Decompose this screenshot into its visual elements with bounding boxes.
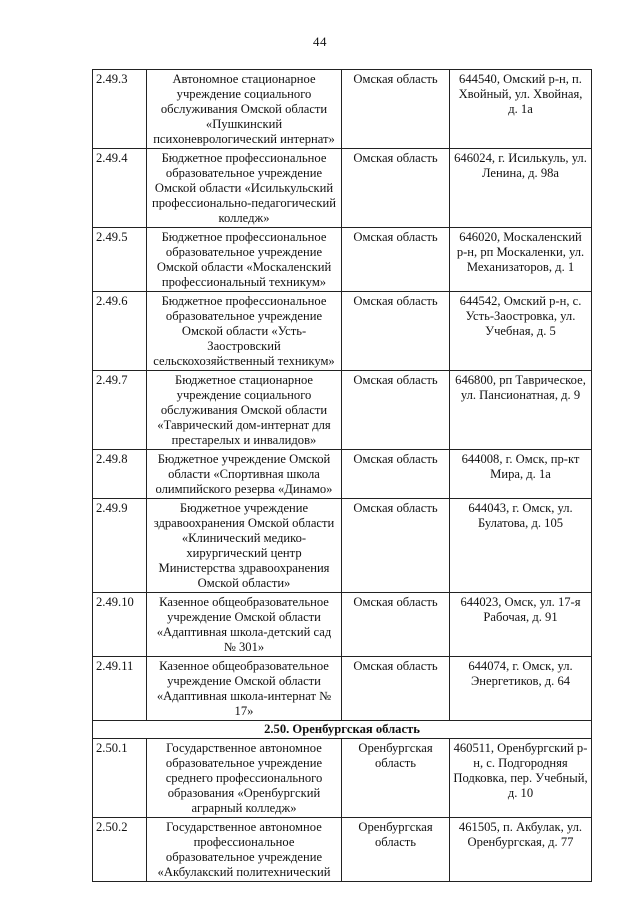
institution-name: Государственное автономное профессиональное образовательное учреждение «Акбулакский политехнический (147, 818, 342, 882)
institution-name: Казенное общеобразовательное учреждение Омской области «Адаптивная школа-интернат № 17» (147, 657, 342, 721)
table-row (93, 149, 592, 228)
address: 644540, Омский р-н, п. Хвойный, ул. Хвойная, д. 1а (450, 70, 592, 149)
region: Оренбургская область (342, 818, 450, 882)
region: Омская область (342, 657, 450, 721)
row-number: 2.49.8 (93, 450, 147, 499)
row-number: 2.49.6 (93, 292, 147, 371)
table-row (93, 818, 592, 882)
address: 644542, Омский р-н, с. Усть-Заостровка, ул. Учебная, д. 5 (450, 292, 592, 371)
row-number: 2.49.3 (93, 70, 147, 149)
address: 646800, рп Таврическое, ул. Пансионатная, д. 9 (450, 371, 592, 450)
section-title: 2.50. Оренбургская область (93, 721, 592, 739)
table-row (93, 371, 592, 450)
table-row (93, 593, 592, 657)
region: Омская область (342, 70, 450, 149)
region: Омская область (342, 292, 450, 371)
table-row (93, 739, 592, 818)
table-row (93, 657, 592, 721)
row-number: 2.49.10 (93, 593, 147, 657)
section-header-row (93, 721, 592, 739)
region: Омская область (342, 228, 450, 292)
page-number: 44 (313, 34, 327, 49)
address: 644043, г. Омск, ул. Булатова, д. 105 (450, 499, 592, 593)
address: 644008, г. Омск, пр-кт Мира, д. 1а (450, 450, 592, 499)
row-number: 2.49.9 (93, 499, 147, 593)
institution-name: Бюджетное учреждение здравоохранения Омской области «Клинический медико-хирургический центр Министерства здравоохранения Омской области» (147, 499, 342, 593)
table-row (93, 499, 592, 593)
row-number: 2.49.5 (93, 228, 147, 292)
institution-name: Бюджетное профессиональное образовательное учреждение Омской области «Москаленский профессиональный техникум» (147, 228, 342, 292)
region: Омская область (342, 149, 450, 228)
row-number: 2.50.1 (93, 739, 147, 818)
institution-name: Бюджетное профессиональное образовательное учреждение Омской области «Исилькульский профессионально-педагогический колледж» (147, 149, 342, 228)
row-number: 2.49.4 (93, 149, 147, 228)
table-row (93, 292, 592, 371)
institutions-table (92, 69, 592, 882)
institution-name: Бюджетное стационарное учреждение социального обслуживания Омской области «Таврический дом-интернат для престарелых и инвалидов» (147, 371, 342, 450)
region: Омская область (342, 450, 450, 499)
region: Омская область (342, 593, 450, 657)
address: 644074, г. Омск, ул. Энергетиков, д. 64 (450, 657, 592, 721)
table-row (93, 450, 592, 499)
row-number: 2.49.11 (93, 657, 147, 721)
address: 646024, г. Исилькуль, ул. Ленина, д. 98а (450, 149, 592, 228)
region: Омская область (342, 499, 450, 593)
address: 644023, Омск, ул. 17-я Рабочая, д. 91 (450, 593, 592, 657)
institution-name: Бюджетное учреждение Омской области «Спортивная школа олимпийского резерва «Динамо» (147, 450, 342, 499)
institution-name: Автономное стационарное учреждение социального обслуживания Омской области «Пушкинский психоневрологический интернат» (147, 70, 342, 149)
region: Омская область (342, 371, 450, 450)
table-row (93, 70, 592, 149)
institution-name: Казенное общеобразовательное учреждение Омской области «Адаптивная школа-детский сад № 301» (147, 593, 342, 657)
address: 461505, п. Акбулак, ул. Оренбургская, д. 77 (450, 818, 592, 882)
row-number: 2.49.7 (93, 371, 147, 450)
institution-name: Бюджетное профессиональное образовательное учреждение Омской области «Усть-Заостровский сельскохозяйственный техникум» (147, 292, 342, 371)
institution-name: Государственное автономное образовательное учреждение среднего профессионального образования «Оренбургский аграрный колледж» (147, 739, 342, 818)
table-row (93, 228, 592, 292)
row-number: 2.50.2 (93, 818, 147, 882)
address: 460511, Оренбургский р-н, с. Подгородняя Подковка, пер. Учебный, д. 10 (450, 739, 592, 818)
region: Оренбургская область (342, 739, 450, 818)
address: 646020, Москаленский р-н, рп Москаленки, ул. Механизаторов, д. 1 (450, 228, 592, 292)
